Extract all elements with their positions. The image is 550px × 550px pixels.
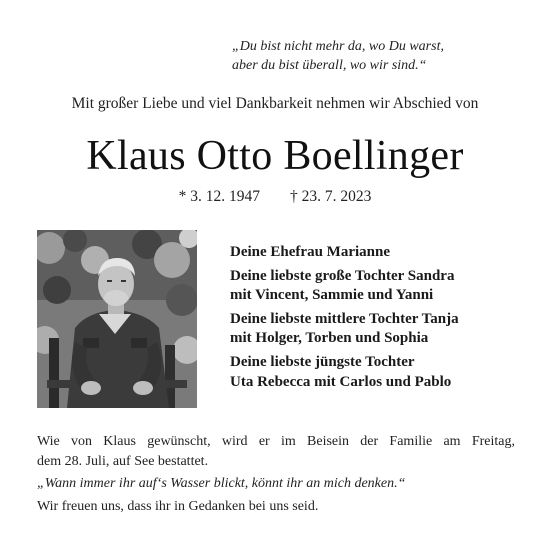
family-line-5: mit Holger, Torben und Sophia: [230, 330, 429, 347]
family-line-2: Deine liebste große Tochter Sandra: [230, 267, 455, 284]
deceased-name: Klaus Otto Boellinger: [86, 133, 464, 179]
family-line-6: Deine liebste jüngste Tochter: [230, 353, 415, 370]
burial-notice-line-2: dem 28. Juli, auf See bestattet.: [37, 453, 209, 469]
family-line-4: Deine liebste mittlere Tochter Tanja: [230, 310, 459, 327]
intro-text: Mit großer Liebe und viel Dankbarkeit nehmen wir Abschied von: [71, 95, 479, 112]
family-line-7: Uta Rebecca mit Carlos und Pablo: [230, 373, 452, 390]
closing-line: Wir freuen uns, dass ihr in Gedanken bei uns seid.: [37, 498, 319, 514]
family-line-3: mit Vincent, Sammie und Yanni: [230, 287, 434, 304]
burial-notice: [37, 432, 515, 471]
closing-section: [37, 432, 515, 516]
opening-quote-line-2: aber du bist überall, wo wir sind.“: [232, 58, 427, 73]
family-list: [230, 243, 459, 392]
closing-quote: „Wann immer ihr auf‘s Wasser blickt, könnt ihr an mich denken.“: [37, 476, 406, 491]
death-date: † 23. 7. 2023: [290, 188, 372, 205]
portrait-photo: [37, 230, 197, 408]
opening-quote: [232, 37, 444, 75]
burial-notice-line-1: Wie von Klaus gewünscht, wird er im Beisein der Familie am Freitag,: [37, 434, 515, 449]
birth-date: * 3. 12. 1947: [178, 188, 260, 205]
life-dates: [0, 188, 550, 206]
family-line-1: Deine Ehefrau Marianne: [230, 244, 390, 260]
opening-quote-line-1: „Du bist nicht mehr da, wo Du warst,: [232, 39, 444, 54]
